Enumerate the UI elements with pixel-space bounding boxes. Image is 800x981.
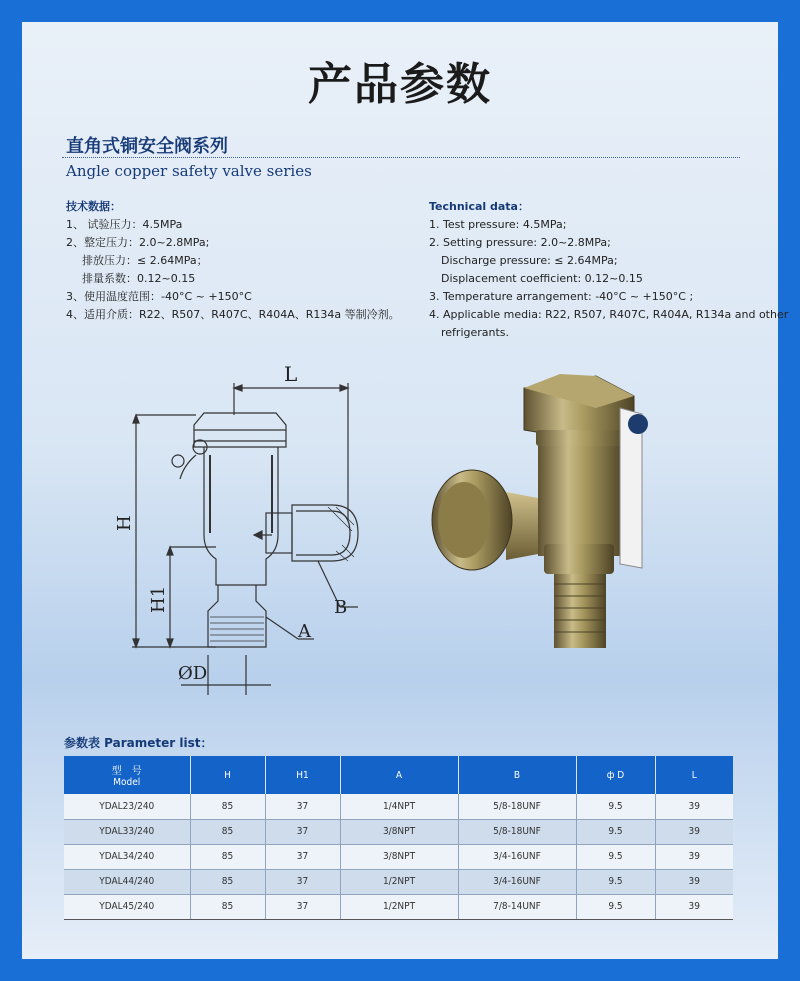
table-row <box>64 794 733 819</box>
tech-heading-cn: 技术数据： <box>66 200 121 213</box>
table-row <box>64 819 733 844</box>
cell-model: YDAL34/240 <box>64 844 190 869</box>
header-b: B <box>458 756 576 794</box>
header-model <box>64 756 190 794</box>
series-title-cn: 直角式铜安全阀系列 <box>66 136 228 157</box>
series-title-en: Angle copper safety valve series <box>66 162 312 180</box>
dimension-label-d: ØD <box>178 663 208 684</box>
header-d: ф D <box>576 756 655 794</box>
cell-a: 1/2NPT <box>340 894 458 919</box>
cell-h: 85 <box>190 794 265 819</box>
parameter-table <box>64 756 733 920</box>
tech-line: 排放压力：≤ 2.64MPa； <box>82 254 208 267</box>
cell-d: 9.5 <box>576 869 655 894</box>
valve-product-photo <box>420 368 670 668</box>
header-model-cn: 型 号 <box>111 766 142 777</box>
cell-b: 3/4-16UNF <box>458 869 576 894</box>
tech-data-en <box>429 198 789 342</box>
cell-h1: 37 <box>265 869 340 894</box>
cell-l: 39 <box>655 819 733 844</box>
cell-b: 7/8-14UNF <box>458 894 576 919</box>
dimension-label-b: B <box>334 597 348 618</box>
header-l: L <box>655 756 733 794</box>
cell-d: 9.5 <box>576 794 655 819</box>
tech-line: 1. Test pressure: 4.5MPa; <box>429 218 567 231</box>
tech-data-cn <box>66 198 400 324</box>
tech-line: 2. Setting pressure: 2.0~2.8MPa; <box>429 236 611 249</box>
cell-model: YDAL33/240 <box>64 819 190 844</box>
cell-a: 3/8NPT <box>340 844 458 869</box>
header-a: A <box>340 756 458 794</box>
cell-l: 39 <box>655 894 733 919</box>
table-row <box>64 844 733 869</box>
tech-line: 2、整定压力：2.0~2.8MPa; <box>66 236 210 249</box>
dimension-label-h: H <box>114 515 135 531</box>
cell-h1: 37 <box>265 819 340 844</box>
cell-d: 9.5 <box>576 819 655 844</box>
page-title: 产品参数 <box>308 59 492 110</box>
tech-heading-en: Technical data： <box>429 200 529 213</box>
dimension-label-l: L <box>284 362 298 386</box>
divider <box>62 157 740 158</box>
cell-model: YDAL44/240 <box>64 869 190 894</box>
tech-line: 3. Temperature arrangement: -40°C ~ +150°C ; <box>429 290 694 303</box>
cell-h: 85 <box>190 844 265 869</box>
table-header-row <box>64 756 733 794</box>
cell-h: 85 <box>190 869 265 894</box>
tech-line: Displacement coefficient: 0.12~0.15 <box>441 272 643 285</box>
cell-h: 85 <box>190 819 265 844</box>
table-row <box>64 869 733 894</box>
header-h: H <box>190 756 265 794</box>
tech-line: 3、使用温度范围：-40°C ~ +150°C <box>66 290 252 303</box>
cell-h1: 37 <box>265 794 340 819</box>
cell-d: 9.5 <box>576 844 655 869</box>
dimension-label-h1: H1 <box>148 585 169 613</box>
tech-line: 4、适用介质：R22、R507、R407C、R404A、R134a 等制冷剂。 <box>66 308 400 321</box>
cell-l: 39 <box>655 794 733 819</box>
parameter-list-heading: 参数表 Parameter list： <box>64 736 213 750</box>
header-h1: H1 <box>265 756 340 794</box>
cell-b: 5/8-18UNF <box>458 819 576 844</box>
dimension-label-a: A <box>298 621 311 642</box>
table-row <box>64 894 733 919</box>
cell-b: 3/4-16UNF <box>458 844 576 869</box>
valve-technical-drawing <box>96 355 416 695</box>
tech-line: 4. Applicable media: R22, R507, R407C, R404A, R134a and other <box>429 308 789 321</box>
header-model-en: Model <box>113 777 141 788</box>
cell-h: 85 <box>190 894 265 919</box>
cell-b: 5/8-18UNF <box>458 794 576 819</box>
tech-line: refrigerants. <box>441 326 510 339</box>
cell-h1: 37 <box>265 844 340 869</box>
cell-model: YDAL45/240 <box>64 894 190 919</box>
cell-a: 1/2NPT <box>340 869 458 894</box>
cell-a: 1/4NPT <box>340 794 458 819</box>
cell-l: 39 <box>655 869 733 894</box>
tech-line: 排量系数：0.12~0.15 <box>82 272 196 285</box>
tech-line: Discharge pressure: ≤ 2.64MPa; <box>441 254 618 267</box>
tech-line: 1、 试验压力：4.5MPa <box>66 218 183 231</box>
cell-d: 9.5 <box>576 894 655 919</box>
cell-l: 39 <box>655 844 733 869</box>
cell-model: YDAL23/240 <box>64 794 190 819</box>
cell-h1: 37 <box>265 894 340 919</box>
cell-a: 3/8NPT <box>340 819 458 844</box>
